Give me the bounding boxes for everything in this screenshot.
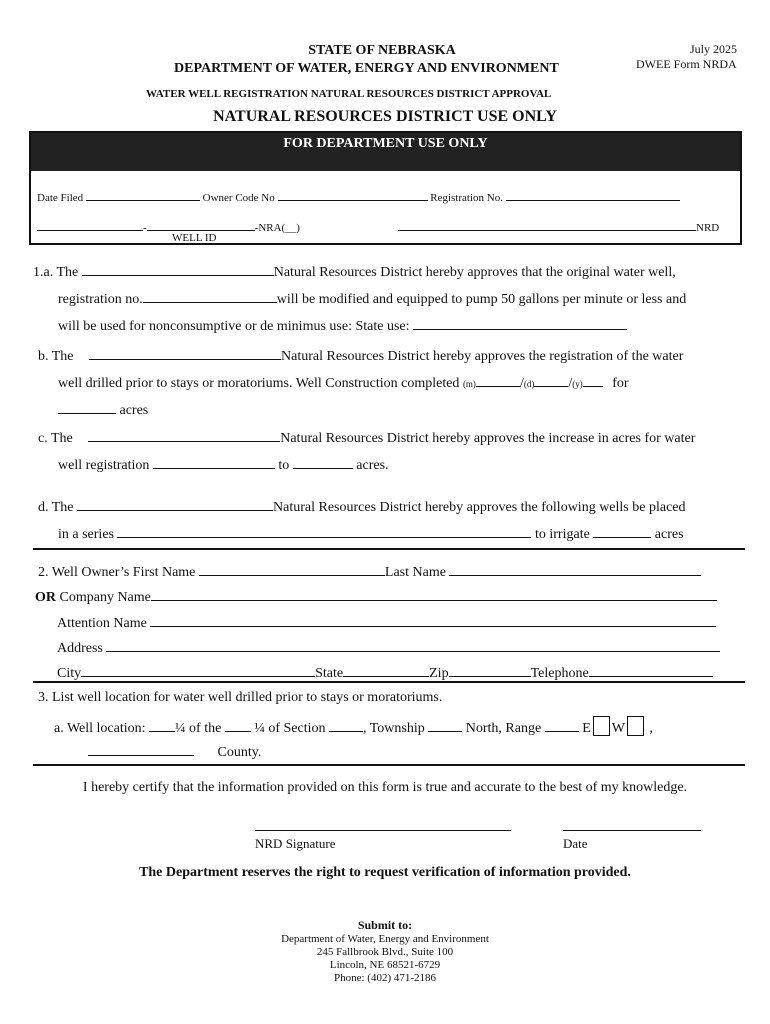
- section-1c-from-field[interactable]: [153, 455, 275, 469]
- telephone-field[interactable]: [589, 663, 713, 677]
- department-banner-text: FOR DEPARTMENT USE ONLY: [283, 136, 488, 151]
- section-1d-irrigate: to irrigate: [534, 527, 590, 542]
- form-id: DWEE Form NRDA: [636, 57, 737, 71]
- section-1a-line1: [33, 262, 676, 281]
- section-1d-line2-text: in a series: [58, 527, 114, 542]
- attention-name-label: Attention Name: [57, 616, 147, 631]
- registration-no-label: Registration No.: [430, 192, 503, 204]
- section-1b-acres-field[interactable]: [58, 400, 116, 414]
- divider-1: [33, 548, 745, 550]
- section-1d-text: Natural Resources District hereby approves the following wells be placed: [273, 500, 686, 515]
- east-checkbox[interactable]: [593, 716, 610, 736]
- form-date: July 2025: [690, 42, 738, 56]
- date-label: Date: [563, 836, 588, 851]
- address-label: Address: [57, 641, 103, 656]
- range-field[interactable]: [545, 718, 579, 732]
- month-label: (m): [462, 379, 476, 389]
- section-1a-nrd-field[interactable]: [82, 262, 274, 276]
- section-1a-reg-label: registration no.: [58, 292, 143, 307]
- state-field[interactable]: [343, 663, 429, 677]
- nrd-signature-field[interactable]: [255, 817, 511, 831]
- section-1d-acres: acres: [654, 527, 684, 542]
- submit-title: Submit to:: [357, 918, 413, 932]
- dept-row-2: [37, 217, 300, 234]
- certification-text: I hereby certify that the information provided on this form is true and accurate to the best of my knowledge.: [82, 780, 688, 795]
- header-state: STATE OF NEBRASKA: [308, 43, 456, 58]
- township-field[interactable]: [428, 718, 462, 732]
- registration-no-field[interactable]: [506, 187, 680, 201]
- section-1a-reg-field[interactable]: [143, 289, 277, 303]
- well-id-part2-field[interactable]: [147, 217, 255, 231]
- section-1c-line1: [38, 428, 695, 447]
- submit-line-2: 245 Fallbrook Blvd., Suite 100: [316, 946, 454, 958]
- section-1c-to-field[interactable]: [293, 455, 353, 469]
- section-1a-text: Natural Resources District hereby approves that the original water well,: [273, 265, 676, 280]
- series-field[interactable]: [117, 524, 531, 538]
- page-title: NATURAL RESOURCES DISTRICT USE ONLY: [213, 108, 557, 125]
- or-label: OR: [35, 590, 56, 605]
- well-location-label: a. Well location:: [54, 721, 146, 736]
- quarter-of-section-label: ¼ of Section: [254, 721, 326, 736]
- submit-line-3: Lincoln, NE 68521-6729: [329, 959, 441, 971]
- owner-code-field[interactable]: [278, 187, 428, 201]
- section-field[interactable]: [329, 718, 363, 732]
- nrd-field[interactable]: [398, 217, 696, 231]
- section-1b-line2-text: well drilled prior to stays or moratoriums. Well Construction completed: [58, 376, 460, 391]
- west-checkbox[interactable]: [627, 716, 644, 736]
- east-label: E: [582, 721, 591, 736]
- city-field[interactable]: [81, 663, 315, 677]
- section-1b-line3: [58, 400, 148, 419]
- section-1a-line2-text: will be modified and equipped to pump 50 gallons per minute or less and: [276, 292, 687, 307]
- last-name-field[interactable]: [449, 562, 701, 576]
- well-id-label: WELL ID: [172, 232, 217, 244]
- section-1d-acres-field[interactable]: [593, 524, 651, 538]
- nrd-label: NRD: [696, 222, 720, 234]
- header-department: DEPARTMENT OF WATER, ENERGY AND ENVIRONMENT: [174, 61, 559, 76]
- owner-code-label: Owner Code No: [202, 192, 275, 204]
- date-filed-label: Date Filed: [37, 192, 84, 204]
- section-1c-label: c. The: [38, 431, 73, 446]
- section-1a-line3: [58, 316, 627, 335]
- telephone-label: Telephone: [530, 666, 589, 681]
- verification-notice: The Department reserves the right to request verification of information provided.: [139, 865, 631, 880]
- zip-label: Zip: [429, 666, 449, 681]
- section-1b-label: b. The: [38, 349, 74, 364]
- section-1d-nrd-field[interactable]: [77, 497, 273, 511]
- location-comma: ,: [649, 721, 653, 736]
- zip-field[interactable]: [449, 663, 531, 677]
- quarter-of-the-label: ¼ of the: [175, 721, 222, 736]
- state-label: State: [315, 666, 344, 681]
- submit-line-1: Department of Water, Energy and Environment: [281, 933, 489, 945]
- county-label: County.: [217, 745, 262, 760]
- section-1c-acres: acres.: [356, 458, 389, 473]
- slash-2: /: [568, 376, 573, 391]
- company-name-label: Company Name: [59, 590, 151, 605]
- year-field[interactable]: [583, 373, 603, 387]
- quarter-2-field[interactable]: [225, 718, 251, 732]
- nrd-signature-label: NRD Signature: [255, 836, 336, 851]
- county-field[interactable]: [88, 742, 194, 756]
- nrd-row: [398, 217, 719, 234]
- section-1b-acres-label: acres: [119, 403, 149, 418]
- first-name-label: 2. Well Owner’s First Name: [38, 565, 196, 580]
- state-use-field[interactable]: [413, 316, 627, 330]
- section-1d-label: d. The: [38, 500, 74, 515]
- township-label: , Township: [362, 721, 425, 736]
- first-name-field[interactable]: [199, 562, 385, 576]
- nra-label: -NRA(__): [254, 222, 300, 234]
- section-1c-line2: [58, 455, 389, 474]
- section-1c-line2-text: well registration: [58, 458, 150, 473]
- section-1b-line2: [58, 373, 629, 392]
- section-1b-text: Natural Resources District hereby approves the registration of the water: [281, 349, 684, 364]
- section-1a-label: 1.a. The: [33, 265, 79, 280]
- last-name-label: Last Name: [384, 565, 446, 580]
- section-1b-nrd-field[interactable]: [89, 346, 281, 360]
- section-2-line3: [57, 613, 716, 632]
- submit-line-4: Phone: (402) 471-2186: [333, 972, 437, 984]
- year-label: (y): [572, 379, 583, 389]
- section-3-line2: [88, 742, 261, 761]
- section-2-line5: [57, 663, 713, 682]
- date-field[interactable]: [563, 817, 701, 831]
- section-1d-line2: [58, 524, 684, 543]
- dept-row-1: [37, 187, 680, 204]
- section-1c-nrd-field[interactable]: [88, 428, 280, 442]
- section-1a-line2: [58, 289, 686, 308]
- month-field[interactable]: [476, 373, 520, 387]
- day-field[interactable]: [534, 373, 568, 387]
- city-label: City: [57, 666, 82, 681]
- section-1b-for: for: [612, 376, 629, 391]
- section-3-title: 3. List well location for water well drilled prior to stays or moratoriums.: [38, 690, 443, 705]
- section-1b-line1: [38, 346, 683, 365]
- section-2-line4: [57, 638, 720, 657]
- north-range-label: North, Range: [465, 721, 542, 736]
- attention-name-field[interactable]: [150, 613, 716, 627]
- well-id-part1-field[interactable]: [37, 217, 143, 231]
- quarter-1-field[interactable]: [149, 718, 175, 732]
- section-3-line1: [54, 716, 653, 737]
- section-2-line1: [38, 562, 701, 581]
- day-label: (d): [523, 379, 535, 389]
- section-2-line2: [35, 587, 717, 606]
- address-field[interactable]: [106, 638, 720, 652]
- divider-2: [33, 681, 745, 683]
- well-id-dash: -: [143, 222, 147, 234]
- section-1c-to: to: [278, 458, 290, 473]
- header-subtitle: WATER WELL REGISTRATION NATURAL RESOURCES DISTRICT APPROVAL: [146, 88, 552, 100]
- section-1c-text: Natural Resources District hereby approves the increase in acres for water: [280, 431, 696, 446]
- section-1d-line1: [38, 497, 686, 516]
- section-1a-state-use-label: will be used for nonconsumptive or de minimus use: State use:: [58, 319, 410, 334]
- west-label: W: [611, 721, 625, 736]
- company-name-field[interactable]: [151, 587, 717, 601]
- slash-1: /: [519, 376, 524, 391]
- date-filed-field[interactable]: [86, 187, 200, 201]
- divider-3: [33, 764, 745, 766]
